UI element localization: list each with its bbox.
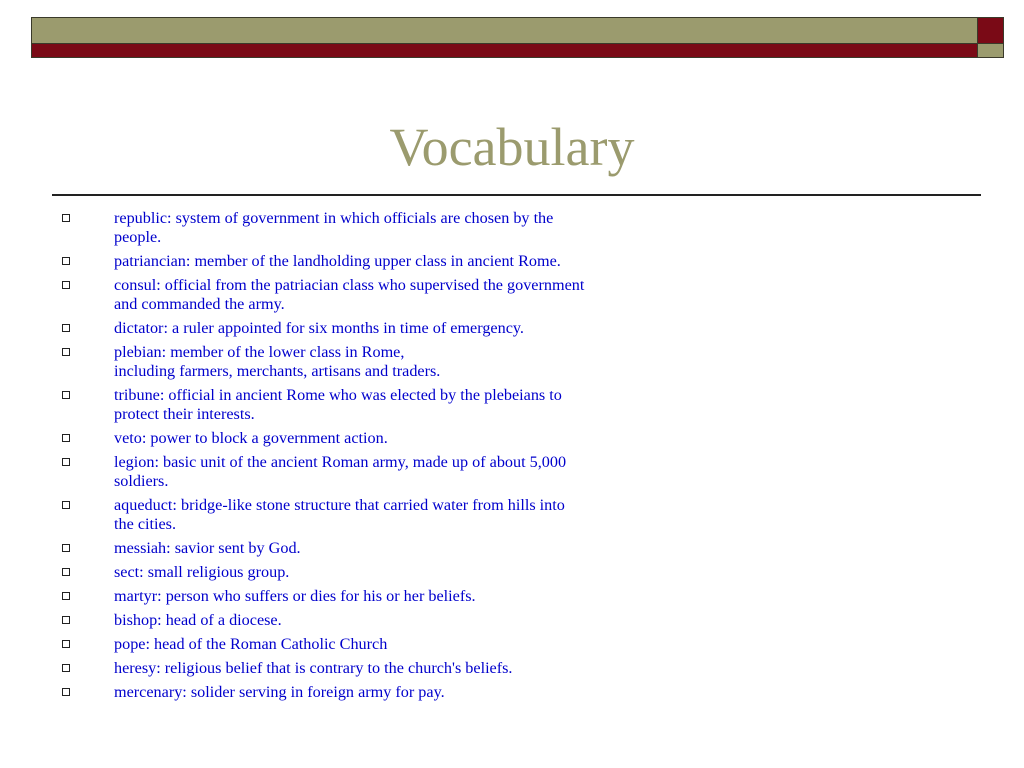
hollow-square-bullet-icon (62, 616, 70, 624)
vocabulary-item (62, 496, 712, 534)
vocabulary-item-text: dictator: a ruler appointed for six months in time of emergency. (114, 319, 524, 337)
hollow-square-bullet-icon (62, 592, 70, 600)
hollow-square-bullet-icon (62, 544, 70, 552)
vocabulary-item (62, 587, 712, 606)
vocabulary-item-text: aqueduct: bridge-like stone structure that carried water from hills into the cities. (114, 496, 565, 533)
vocabulary-item (62, 453, 712, 491)
vocabulary-item-text: heresy: religious belief that is contrary to the church's beliefs. (114, 659, 513, 677)
vocabulary-item-text: tribune: official in ancient Rome who was elected by the plebeians to protect their interests. (114, 386, 562, 423)
vocabulary-item (62, 209, 712, 247)
hollow-square-bullet-icon (62, 214, 70, 222)
vocabulary-item-text: mercenary: solider serving in foreign army for pay. (114, 683, 445, 701)
hollow-square-bullet-icon (62, 458, 70, 466)
hollow-square-bullet-icon (62, 281, 70, 289)
vocabulary-item (62, 252, 712, 271)
vocabulary-item (62, 429, 712, 448)
header-maroon-band (31, 43, 978, 58)
hollow-square-bullet-icon (62, 391, 70, 399)
title-divider (52, 194, 981, 196)
vocabulary-item-text: republic: system of government in which officials are chosen by the people. (114, 209, 554, 246)
hollow-square-bullet-icon (62, 348, 70, 356)
hollow-square-bullet-icon (62, 324, 70, 332)
header-corner-maroon-square (977, 17, 1004, 44)
vocabulary-item (62, 611, 712, 630)
vocabulary-item-text: legion: basic unit of the ancient Roman army, made up of about 5,000 soldiers. (114, 453, 567, 490)
vocabulary-item-text: consul: official from the patriacian class who supervised the government and commanded the army. (114, 276, 585, 313)
vocabulary-item (62, 683, 712, 702)
hollow-square-bullet-icon (62, 664, 70, 672)
vocabulary-item (62, 319, 712, 338)
vocabulary-item (62, 563, 712, 582)
vocabulary-item (62, 539, 712, 558)
vocabulary-item-text: bishop: head of a diocese. (114, 611, 282, 629)
vocabulary-item (62, 343, 712, 381)
hollow-square-bullet-icon (62, 640, 70, 648)
hollow-square-bullet-icon (62, 688, 70, 696)
vocabulary-item-text: sect: small religious group. (114, 563, 290, 581)
vocabulary-item (62, 386, 712, 424)
hollow-square-bullet-icon (62, 434, 70, 442)
hollow-square-bullet-icon (62, 501, 70, 509)
vocabulary-list (62, 209, 712, 707)
slide-title: Vocabulary (389, 117, 635, 177)
vocabulary-item-text: patriancian: member of the landholding upper class in ancient Rome. (114, 252, 561, 270)
vocabulary-item-text: messiah: savior sent by God. (114, 539, 301, 557)
hollow-square-bullet-icon (62, 568, 70, 576)
vocabulary-item (62, 635, 712, 654)
vocabulary-item (62, 276, 712, 314)
vocabulary-item (62, 659, 712, 678)
vocabulary-item-text: pope: head of the Roman Catholic Church (114, 635, 388, 653)
vocabulary-item-text: martyr: person who suffers or dies for his or her beliefs. (114, 587, 476, 605)
header-olive-band (31, 17, 978, 44)
hollow-square-bullet-icon (62, 257, 70, 265)
header-corner-olive-square (977, 43, 1004, 58)
vocabulary-item-text: veto: power to block a government action. (114, 429, 388, 447)
vocabulary-item-text: plebian: member of the lower class in Rome, including farmers, merchants, artisans and traders. (114, 343, 441, 380)
